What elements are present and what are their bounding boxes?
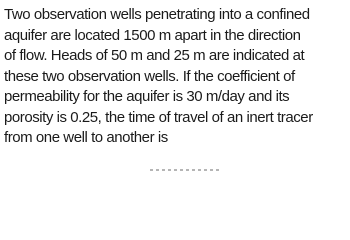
problem-text [4, 5, 348, 149]
problem-line-5: permeability for the aquifer is 30 m/day and its [4, 88, 290, 105]
problem-line-3: of flow. Heads of 50 m and 25 m are indicated at [4, 47, 305, 64]
problem-line-6: porosity is 0.25, the time of travel of an inert tracer [4, 108, 313, 126]
problem-line-7: from one well to another is [4, 129, 168, 146]
problem-line-1: Two observation wells penetrating into a confined [4, 6, 310, 23]
problem-line-2: aquifer are located 1500 m apart in the direction [4, 26, 301, 44]
problem-line-4: these two observation wells. If the coefficient of [4, 67, 295, 85]
cropped-text-edge [150, 166, 220, 172]
